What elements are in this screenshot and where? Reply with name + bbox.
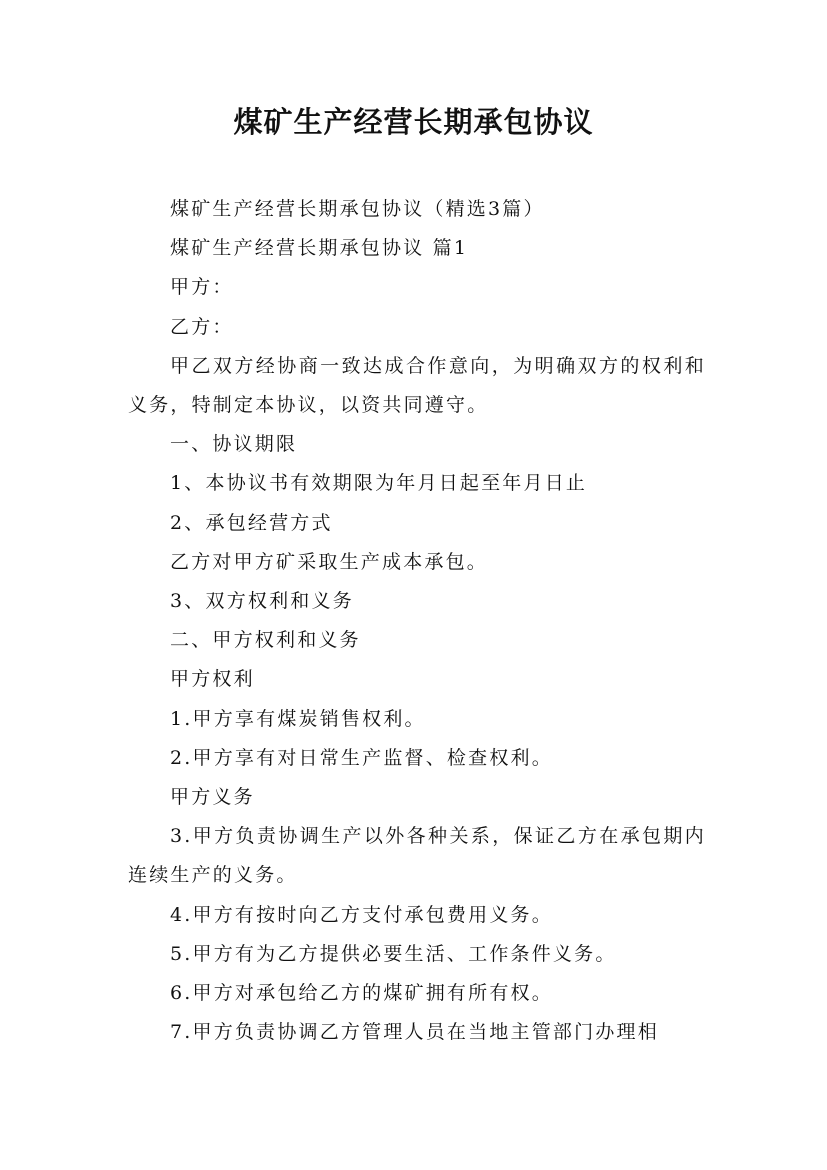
paragraph: 2、承包经营方式: [170, 511, 333, 534]
paragraph: 6.甲方对承包给乙方的煤矿拥有所有权。: [170, 982, 553, 1005]
paragraph: 二、甲方权利和义务: [170, 629, 361, 652]
paragraph: 煤矿生产经营长期承包协议 篇1: [170, 237, 469, 260]
paragraph: 甲乙双方经协商一致达成合作意向，为明确双方的权利和义务，特制定本协议，以资共同遵守。: [128, 354, 706, 417]
paragraph: 5.甲方有为乙方提供必要生活、工作条件义务。: [170, 942, 617, 965]
paragraph: 甲方权利: [170, 668, 255, 691]
paragraph: 1.甲方享有煤炭销售权利。: [170, 707, 426, 730]
paragraph: 7.甲方负责协调乙方管理人员在当地主管部门办理相: [170, 1021, 659, 1044]
document-title: 煤矿生产经营长期承包协议: [233, 105, 594, 139]
paragraph: 1、本协议书有效期限为年月日起至年月日止: [170, 472, 588, 495]
paragraph: 乙方：: [170, 315, 234, 338]
paragraph: 3、双方权利和义务: [170, 590, 354, 613]
paragraph: 4.甲方有按时向乙方支付承包费用义务。: [170, 903, 553, 926]
paragraph: 一、协议期限: [170, 433, 298, 456]
paragraph: 甲方：: [170, 276, 234, 299]
paragraph: 2.甲方享有对日常生产监督、检查权利。: [170, 746, 553, 769]
paragraph: 3.甲方负责协调生产以外各种关系，保证乙方在承包期内连续生产的义务。: [128, 825, 706, 887]
paragraph: 乙方对甲方矿采取生产成本承包。: [170, 550, 489, 573]
paragraph: 甲方义务: [170, 786, 255, 809]
document-body: [128, 190, 706, 1052]
paragraph: 煤矿生产经营长期承包协议（精选3篇）: [170, 198, 545, 220]
